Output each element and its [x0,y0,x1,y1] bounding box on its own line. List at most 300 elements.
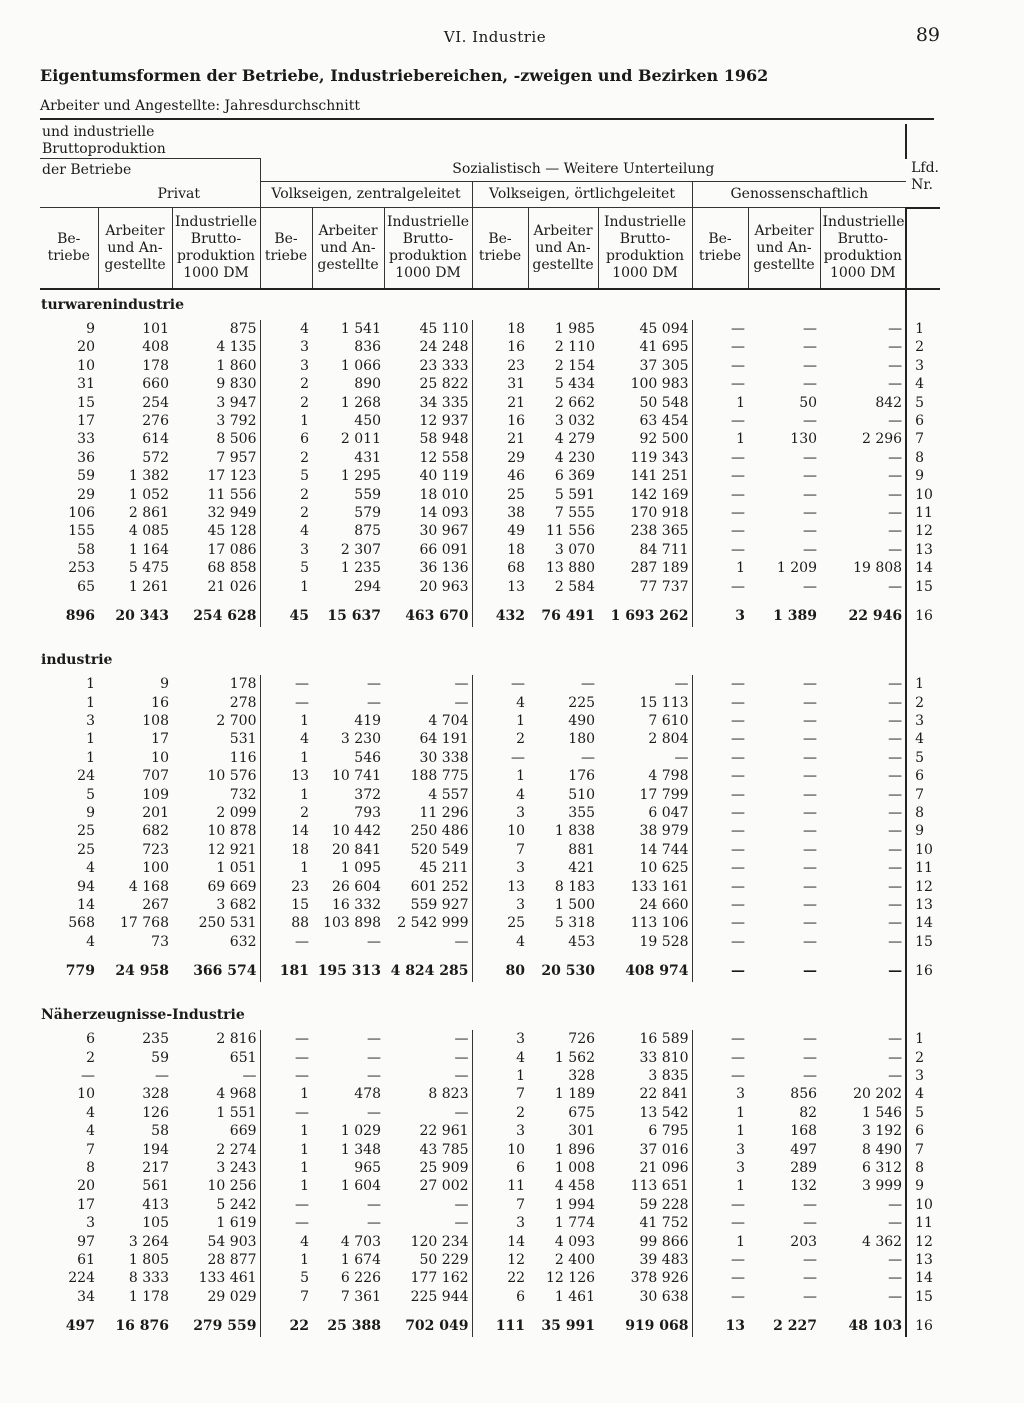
table-row [40,1030,940,1048]
table-cell: 48 103 [848,1318,903,1335]
table-cell: 3 [300,541,310,558]
table-cell: 1 619 [172,1214,260,1232]
table-cell: 1 052 [128,486,169,503]
table-cell: — [731,749,746,766]
table-cell: — [888,541,903,558]
table-cell: 43 785 [384,1141,472,1159]
table-cell: 669 [172,1122,260,1140]
table-cell: 1 774 [554,1215,596,1232]
table-row [40,320,940,338]
table-cell: — [384,1030,472,1048]
table-cell: 120 234 [384,1233,472,1251]
table-cell: 4 [516,1049,526,1066]
table-cell: 3 [735,608,746,625]
table-cell: 11 296 [384,804,472,822]
table-cell: 3 792 [172,412,260,430]
col-header-arbeiter: Arbeiter und An-gestellte [312,208,384,290]
table-cell: 1 [300,786,310,803]
table-cell: 4 703 [340,1233,382,1250]
table-cell: 3 230 [340,731,382,748]
table-cell: — [384,694,472,712]
page-number: 89 [915,24,940,46]
table-row [40,786,940,804]
table-cell: 30 967 [384,522,472,540]
table-cell: 3 947 [172,394,260,412]
col-header-betriebe: Be-triebe [692,208,748,290]
table-cell: 1 051 [172,859,260,877]
table-cell: 225 [568,694,596,711]
table-cell: 3 [516,896,526,913]
table-cell: 45 094 [598,320,692,338]
table-cell: — [888,933,903,950]
table-body [40,289,940,1337]
table-cell: 32 949 [172,504,260,522]
table-cell: 20 343 [115,608,169,625]
table-cell: 29 029 [172,1288,260,1306]
table-cell: — [295,933,310,950]
table-row [40,1122,940,1140]
table-cell: 378 926 [598,1269,692,1287]
table-cell: 432 [495,608,526,625]
table-cell: 10 [77,1086,95,1103]
table-cell: 3 999 [862,1178,903,1195]
total-row [40,1315,940,1337]
table-cell: 14 [291,823,310,840]
table-cell: 2 154 [554,357,596,374]
header-socialist: Sozialistisch — Weitere Unterteilung [260,159,906,182]
table-cell: — [367,1049,382,1066]
table-cell: 3 243 [172,1159,260,1177]
table-cell: 17 [151,731,169,748]
table-cell: — [803,1288,818,1305]
table-cell: 45 211 [384,859,472,877]
table-cell: 23 [291,878,310,895]
table-row [40,394,940,412]
table-cell: 5 [300,560,310,577]
table-cell: 881 [568,841,596,858]
table-cell: — [367,1215,382,1232]
table-cell: — [731,1031,746,1048]
table-cell: 3 [736,1141,746,1158]
table-cell: — [803,768,818,785]
table-cell: 355 [568,804,596,821]
table-cell: 419 [354,712,382,729]
table-cell: 13 542 [598,1104,692,1122]
lfd-nr-cell: 9 [906,822,940,840]
table-cell: 63 454 [598,412,692,430]
table-cell: 38 [507,505,526,522]
table-cell: 58 [77,541,95,558]
lfd-nr-cell: 3 [906,1067,940,1085]
table-cell: — [731,578,746,595]
table-cell: — [731,933,746,950]
table-cell: 97 [77,1233,95,1250]
table-cell: 1 985 [554,321,596,337]
table-row [40,1141,940,1159]
table-cell: 105 [142,1215,169,1232]
section-header-row [40,1000,940,1030]
table-cell: 103 898 [323,915,382,932]
table-cell: — [803,541,818,558]
lfd-nr-cell: 11 [906,859,940,877]
table-cell: 10 [77,357,95,374]
table-cell: 10 741 [332,768,382,785]
table-cell: 15 [77,394,95,411]
table-cell: 2 700 [172,712,260,730]
table-cell: — [367,933,382,950]
table-cell: — [384,933,472,951]
lfd-nr-cell: 15 [906,933,940,951]
table-cell: 1 [516,712,526,729]
table-cell: — [731,1215,746,1232]
table-cell: — [803,823,818,840]
table-cell: 408 974 [598,960,692,982]
table-cell: 7 [86,1141,95,1158]
table-cell: 2 [86,1049,95,1066]
table-cell: — [367,1068,382,1084]
table-cell: 25 [77,841,95,858]
lfd-nr-cell: 14 [906,1269,940,1287]
section-label: Näherzeugnisse-Industrie [41,1007,245,1024]
table-cell: — [367,694,382,711]
table-cell: 531 [172,730,260,748]
lfd-nr-cell: 10 [906,486,940,504]
table-cell: 14 [507,1233,526,1250]
table-cell: 24 660 [598,896,692,914]
table-cell: — [803,896,818,913]
table-cell: 73 [151,933,169,950]
lfd-nr-cell: 16 [906,960,940,982]
table-cell: — [731,676,746,693]
table-cell: 64 191 [384,730,472,748]
table-row [40,449,940,467]
table-cell: 41 752 [598,1214,692,1232]
table-cell: 22 [289,1318,310,1335]
table-cell: 1 348 [340,1141,382,1158]
table-cell: 84 711 [598,541,692,559]
table-cell: 7 [300,1288,310,1305]
table-cell: 3 192 [862,1123,903,1140]
table-cell: — [803,1068,818,1084]
table-cell: 25 388 [327,1318,382,1335]
table-cell: 559 [354,486,382,503]
table-cell: 6 [300,431,310,448]
lfd-nr-cell: 16 [906,605,940,627]
table-cell: 890 [354,376,382,393]
table-cell: 61 [77,1252,95,1269]
table-cell: 8 506 [172,430,260,448]
table-cell: 18 [291,841,310,858]
table-cell: 431 [354,449,382,466]
table-cell: 25 [507,915,526,932]
table-cell: — [731,768,746,785]
table-cell: 12 [507,1252,526,1269]
table-cell: 2 [300,394,310,411]
table-cell: — [731,731,746,748]
table-cell: 490 [568,712,596,729]
table-cell: 178 [172,675,260,693]
lfd-nr-cell: 7 [906,430,940,448]
lfd-nr-cell: 5 [906,749,940,767]
table-cell: — [888,1068,903,1084]
table-cell: 1 896 [554,1141,596,1158]
table-cell: 4 824 285 [384,960,472,982]
table-cell: 1 860 [172,357,260,375]
table-cell: 27 002 [384,1177,472,1195]
table-cell: — [731,413,746,430]
table-cell: 675 [568,1104,596,1121]
table-cell: 1 008 [554,1160,596,1177]
table-cell: — [888,915,903,932]
table-cell: 5 591 [554,486,596,503]
table-cell: 276 [142,413,169,430]
table-row [40,1104,940,1122]
table-cell: 7 [516,1086,526,1103]
table-cell: 2 011 [340,431,382,448]
table-cell: 328 [142,1086,169,1103]
table-cell: 1 295 [340,468,382,485]
table-cell: 1 [86,731,95,748]
table-cell: 49 [507,523,526,540]
table-row [40,522,940,540]
table-cell: 1 389 [773,608,818,625]
table-cell: 5 318 [554,915,596,932]
table-cell: 4 [300,731,310,748]
table-row [40,1085,940,1103]
table-cell: 6 226 [340,1270,382,1287]
table-cell: — [803,1049,818,1066]
table-cell: 203 [790,1233,818,1250]
table-subtitle: Arbeiter und Angestellte: Jahresdurchschnitt [40,98,360,114]
table-cell: 24 [77,768,95,785]
table-cell: — [731,541,746,558]
table-cell: 133 161 [598,878,692,896]
table-cell: 702 049 [384,1315,472,1337]
table-cell: 20 841 [332,841,382,858]
table-cell: 101 [142,321,169,337]
table-cell: 238 365 [598,522,692,540]
table-cell: 7 555 [554,505,596,522]
table-cell: — [803,860,818,877]
lfd-nr-cell: 5 [906,1104,940,1122]
table-cell: 1 [86,749,95,766]
table-row [40,338,940,356]
table-cell: 30 638 [598,1288,692,1306]
lfd-nr-cell: 1 [906,320,940,338]
header-lfd-nr: Lfd. Nr. [906,124,940,208]
table-cell: 1 [736,1178,746,1195]
table-cell: 19 808 [853,560,903,577]
table-cell: 58 948 [384,430,472,448]
table-cell: 1 209 [776,560,818,577]
table-cell: 289 [790,1160,818,1177]
table-cell: 119 343 [598,449,692,467]
total-row [40,605,940,627]
table-cell: 11 [507,1178,526,1195]
table-cell: 453 [568,933,596,950]
table-cell: 5 434 [554,376,596,393]
table-row [40,541,940,559]
table-cell: 450 [354,413,382,430]
table-cell: — [803,376,818,393]
table-cell: 17 [77,1196,95,1213]
lfd-nr-cell: 3 [906,357,940,375]
table-cell: 9 830 [172,375,260,393]
table-cell: — [731,468,746,485]
table-cell: — [888,468,903,485]
table-cell: — [731,1196,746,1213]
table-cell: 4 362 [862,1233,903,1250]
table-cell: — [888,878,903,895]
table-cell: 1 [516,768,526,785]
table-cell: — [731,841,746,858]
table-cell: 568 [68,915,95,932]
table-cell: 875 [354,523,382,540]
table-cell: — [803,357,818,374]
table-cell: 4 279 [554,431,596,448]
table-cell: 2 296 [862,431,903,448]
table-row [40,486,940,504]
table-row [40,375,940,393]
title-rule [40,118,934,120]
table-cell: 45 128 [172,522,260,540]
table-cell: 10 [507,823,526,840]
table-row [40,896,940,914]
lfd-nr-cell: 15 [906,1288,940,1306]
table-cell: 22 961 [384,1122,472,1140]
table-cell: — [888,1270,903,1287]
table-cell: 4 [300,321,310,337]
table-cell: 1 [300,1141,310,1158]
table-cell: 133 461 [172,1269,260,1287]
table-cell: 2 110 [554,339,596,356]
table-cell: 82 [799,1104,818,1121]
table-cell: — [81,1068,95,1084]
table-cell: 6 [86,1031,95,1048]
table-cell: 132 [790,1178,818,1195]
table-cell: 301 [568,1123,596,1140]
table-cell: 3 [516,1031,526,1048]
table-cell: — [888,1031,903,1048]
lfd-nr-cell: 9 [906,1177,940,1195]
table-cell: 37 016 [598,1141,692,1159]
table-cell: 3 070 [554,541,596,558]
table-cell: 1 461 [554,1288,596,1305]
table-row [40,694,940,712]
table-row [40,1288,940,1306]
table-cell: 46 [507,468,526,485]
lfd-nr-cell: 9 [906,467,940,485]
table-cell: 579 [354,505,382,522]
header-volkseigen-oertlich: Volkseigen, örtlichgeleitet [472,181,692,208]
table-cell: 4 [86,1123,95,1140]
table-row [40,841,940,859]
table-cell: 59 [151,1049,169,1066]
table-cell: 2 662 [554,394,596,411]
table-cell: — [384,1196,472,1214]
table-cell: 478 [354,1086,382,1103]
table-cell: 1 [300,1086,310,1103]
table-cell: — [803,505,818,522]
table-cell: — [803,712,818,729]
table-cell: 413 [142,1196,169,1213]
table-cell: 2 274 [172,1141,260,1159]
table-cell: — [295,1068,310,1084]
table-row [40,804,940,822]
table-cell: 1 [300,860,310,877]
table-cell: 1 [736,560,746,577]
table-cell: 20 963 [384,578,472,596]
table-cell: 35 991 [541,1318,596,1335]
table-cell: 7 957 [172,449,260,467]
table-cell: — [803,1031,818,1048]
table-cell: 40 119 [384,467,472,485]
table-cell: 4 [86,1104,95,1121]
table-cell: 11 556 [172,486,260,504]
table-cell: 1 268 [340,394,382,411]
table-cell: 25 909 [384,1159,472,1177]
table-cell: 4 [300,523,310,540]
table-cell: 94 [77,878,95,895]
table-cell: 10 878 [172,822,260,840]
table-cell: — [598,749,692,767]
table-cell: 12 126 [546,1270,596,1287]
table-row [40,712,940,730]
table-cell: 1 838 [554,823,596,840]
table-cell: — [888,731,903,748]
table-cell: — [731,523,746,540]
lfd-nr-cell: 6 [906,1122,940,1140]
table-cell: — [731,915,746,932]
table-cell: 18 010 [384,486,472,504]
table-cell: 254 [142,394,169,411]
table-cell: 278 [172,694,260,712]
table-cell: 2 [300,486,310,503]
table-cell: 9 [86,321,95,337]
table-cell: 24 248 [384,338,472,356]
table-cell: — [598,675,692,693]
table-cell: — [888,694,903,711]
table-cell: — [803,731,818,748]
table-cell: 142 169 [598,486,692,504]
table-cell: 4 085 [128,523,169,540]
table-cell: 1 [736,431,746,448]
table-cell: 4 [516,786,526,803]
table-cell: 2 542 999 [384,914,472,932]
table-cell: 54 903 [172,1233,260,1251]
table-cell: — [888,578,903,595]
table-cell: — [295,676,310,693]
table-cell: 34 335 [384,394,472,412]
table-cell: 3 032 [554,413,596,430]
table-cell: — [384,1104,472,1122]
table-cell: 2 584 [554,578,596,595]
table-cell: 29 [77,486,95,503]
lfd-nr-cell: 12 [906,1233,940,1251]
lfd-nr-cell: 7 [906,786,940,804]
lfd-nr-cell: 1 [906,675,940,693]
table-cell: 965 [354,1160,382,1177]
table-cell: — [731,486,746,503]
table-cell: — [731,449,746,466]
table-cell: — [295,1215,310,1232]
lfd-nr-cell: 2 [906,694,940,712]
table-cell: 34 [77,1288,95,1305]
table-cell: 45 [289,608,310,625]
table-cell: 3 [516,860,526,877]
lfd-nr-cell: 2 [906,338,940,356]
table-cell: 287 189 [598,559,692,577]
